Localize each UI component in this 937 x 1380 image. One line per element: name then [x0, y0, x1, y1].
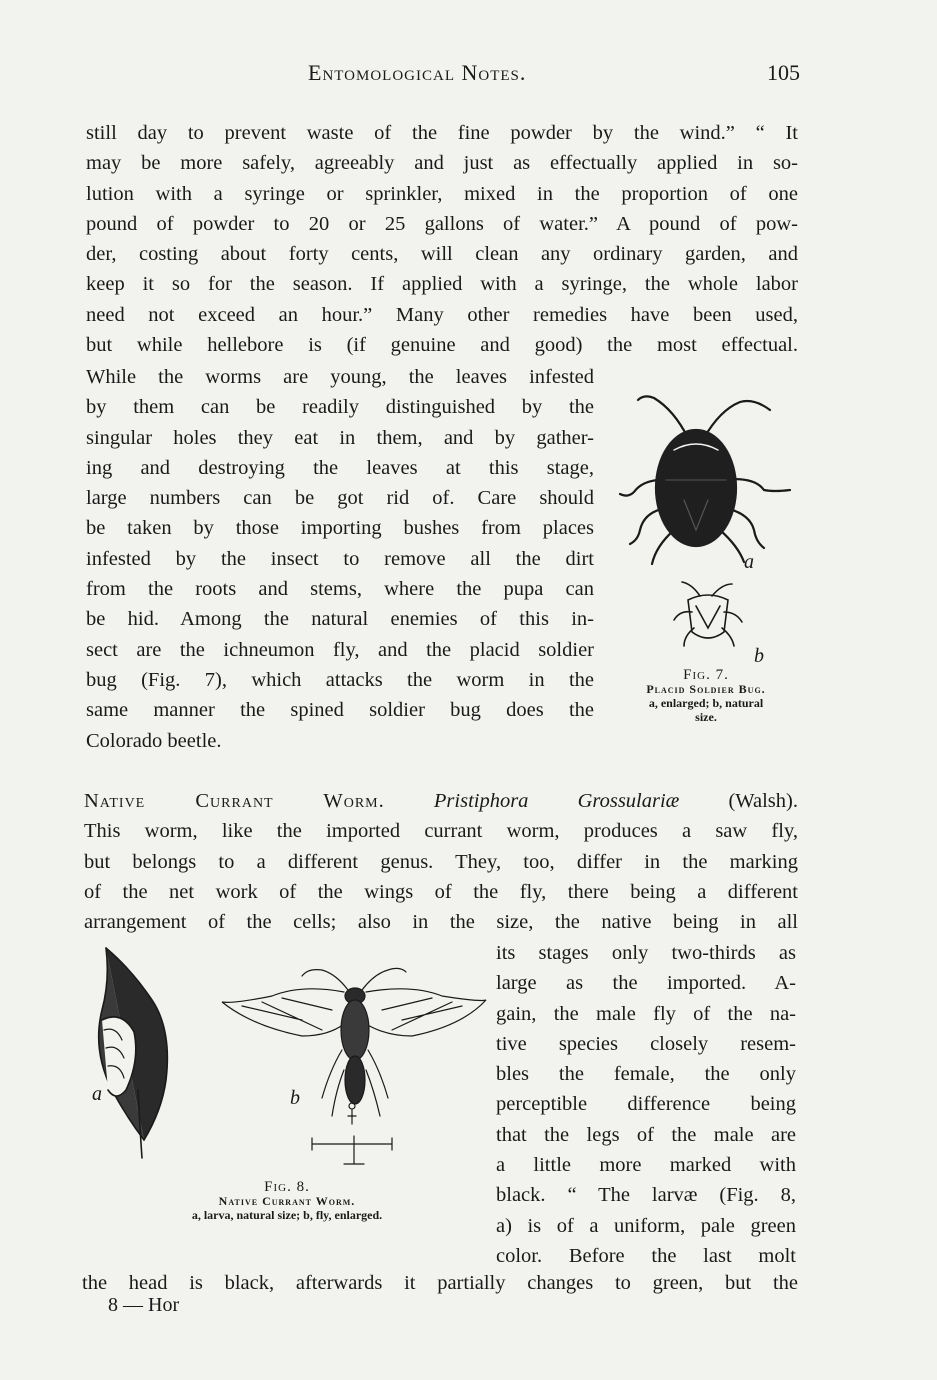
text-line: a little more marked with: [496, 1154, 796, 1177]
figure-7-caption: [606, 668, 806, 724]
running-title: Entomological Notes.: [308, 60, 527, 85]
text-line: that the legs of the male are: [496, 1123, 796, 1146]
text-line: lution with a syringe or sprinkler, mixed in the proportion of one: [86, 182, 798, 205]
species-authority: (Walsh).: [679, 790, 798, 812]
text-line: singular holes they eat in them, and by gather-: [86, 426, 594, 449]
text-line: large as the imported. A-: [496, 972, 796, 995]
section-heading: Native Currant Worm.: [84, 790, 385, 812]
text-line: need not exceed an hour.” Many other remedies have been used,: [86, 303, 798, 326]
text-line: While the worms are young, the leaves infested: [86, 366, 594, 388]
page-number: 105: [767, 60, 800, 85]
caption-detail: a, larva, natural size; b, fly, enlarged.: [191, 1208, 383, 1222]
text-line: its stages only two-thirds as: [496, 942, 796, 964]
fig7-label-b: b: [754, 645, 764, 667]
text-line: gain, the male fly of the na-: [496, 1002, 796, 1025]
caption-detail: a, enlarged; b, natural: [648, 696, 764, 710]
figure-8-caption: [82, 1180, 492, 1222]
paragraph-native-currant-worm: [84, 786, 798, 937]
text-line: ing and destroying the leaves at this stage,: [86, 456, 594, 479]
bug-natural-size-illustration: [674, 582, 742, 646]
text-line: bug (Fig. 7), which attacks the worm in the: [86, 668, 594, 691]
figure-7-placid-soldier-bug: [604, 380, 804, 670]
text-line: a) is of a uniform, pale green: [496, 1214, 796, 1237]
caption-title: Fig. 8.: [264, 1179, 310, 1195]
larva-on-leaf-illustration: [99, 948, 168, 1158]
text-line: infested by the insect to remove all the dirt: [86, 547, 594, 570]
caption-detail: size.: [695, 710, 717, 724]
fig8-label-b: b: [290, 1087, 300, 1109]
text-line: bles the female, the only: [496, 1063, 796, 1086]
paragraph-size-comparison: [496, 938, 796, 1271]
text-line: from the roots and stems, where the pupa can: [86, 578, 594, 601]
text-line: pound of powder to 20 or 25 gallons of water.” A pound of pow-: [86, 212, 798, 235]
figure-8-native-currant-worm: [82, 940, 492, 1176]
text-line: large numbers can be got rid of. Care should: [86, 487, 594, 510]
text-line: be taken by those importing bushes from places: [86, 517, 594, 540]
text-line: but while hellebore is (if genuine and good) the most effectual.: [86, 334, 798, 357]
saw-fly-illustration: [222, 968, 486, 1164]
section-heading-line: [84, 786, 798, 816]
bug-enlarged-illustration: [620, 396, 790, 564]
caption-name: Native Currant Worm.: [218, 1194, 356, 1208]
caption-name: Placid Soldier Bug.: [646, 682, 766, 696]
paragraph-hellebore: [86, 118, 798, 360]
text-line: tive species closely resem-: [496, 1032, 796, 1055]
text-line: arrangement of the cells; also in the size, the native being in all: [84, 911, 798, 934]
text-line: sect are the ichneumon fly, and the placid soldier: [86, 638, 594, 661]
text-line: but belongs to a different genus. They, too, differ in the marking: [84, 850, 798, 873]
page-header: [88, 60, 800, 90]
text-line: This worm, like the imported currant worm, produces a saw fly,: [84, 820, 798, 843]
text-line: der, costing about forty cents, will clean any ordinary garden, and: [86, 243, 798, 266]
text-line: perceptible difference being: [496, 1093, 796, 1116]
text-line: Colorado beetle.: [86, 729, 222, 752]
text-line: the head is black, afterwards it partially changes to green, but the: [82, 1272, 798, 1294]
paragraph-young-worms: [86, 362, 594, 756]
text-line: keep it so for the season. If applied with a syringe, the whole labor: [86, 273, 798, 296]
text-line: black. “ The larvæ (Fig. 8,: [496, 1184, 796, 1207]
text-line: same manner the spined soldier bug does the: [86, 699, 594, 722]
text-line: color. Before the last molt: [496, 1244, 796, 1267]
text-line: of the net work of the wings of the fly, there being a different: [84, 880, 798, 903]
fig7-label-a: a: [744, 551, 754, 573]
paragraph-larva-head: [82, 1268, 798, 1298]
text-line: may be more safely, agreeably and just as effectually applied in so-: [86, 152, 798, 175]
text-line: by them can be readily distinguished by the: [86, 396, 594, 419]
species-name: Pristiphora Grossulariæ: [433, 790, 680, 812]
fig8-label-a: a: [92, 1083, 102, 1105]
caption-title: Fig. 7.: [683, 667, 729, 683]
text-line: be hid. Among the natural enemies of this in-: [86, 608, 594, 631]
signature-mark: 8 — Hor: [108, 1294, 180, 1316]
text-line: still day to prevent waste of the fine powder by the wind.” “ It: [86, 122, 798, 144]
